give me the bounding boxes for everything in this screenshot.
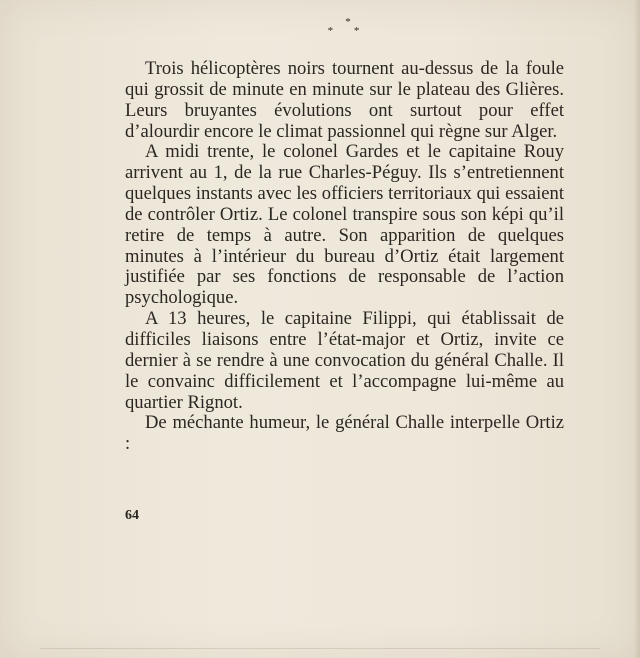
page-number: 64 [125, 508, 139, 523]
paragraph-1: Trois hélicoptères noirs tournent au-dessus de la foule qui grossit de minute en minute sur le plateau des Glières. Leurs bruyantes évolutions ont surtout pour effet d’alourdir encore le climat passionnel qui règne sur Alger. [125, 58, 564, 142]
page-edge-mark [40, 648, 600, 649]
section-ornament [0, 18, 640, 36]
body-text [125, 59, 564, 455]
ornament-top-star: * [345, 16, 351, 28]
paragraph-2: A midi trente, le colonel Gardes et le capitaine Rouy arrivent au 1, de la rue Charles-Péguy. Ils s’entretiennent quelques instants avec les officiers territoriaux qui essaient de contrôler Ortiz. Le colonel transpire sous son képi qu’il retire de temps à autre. Son apparition de quelques minutes à l’intérieur du bureau d’Ortiz était largement justifiée par ses fonctions de responsable de l’action psychologique. [125, 141, 564, 309]
paragraph-3: A 13 heures, le capitaine Filippi, qui établissait de difficiles liaisons entre l’état-major et Ortiz, invite ce dernier à se rendre à une convocation du général Challe. Il le convainc difficilement et l’accompagne lui-même au quartier Rignot. [125, 308, 564, 413]
ornament-bottom-stars: * * [327, 25, 369, 37]
page-fold-shadow [634, 0, 640, 658]
paragraph-4: De méchante humeur, le général Challe interpelle Ortiz : [125, 412, 564, 455]
